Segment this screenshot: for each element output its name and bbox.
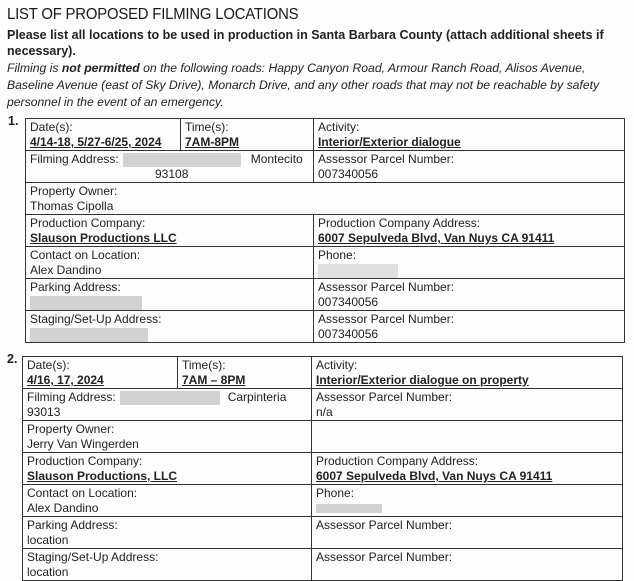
filming-address-cell (23, 389, 312, 421)
parking-label: Parking Address: (27, 518, 118, 532)
redacted-staging-address (30, 328, 148, 342)
table-row (26, 183, 625, 215)
table-row (26, 247, 625, 279)
location-number: 1. (8, 114, 19, 128)
contact-cell (26, 247, 314, 279)
times-label: Time(s): (182, 358, 226, 372)
filming-address-cell (26, 151, 314, 183)
parking-apn-cell (314, 279, 625, 311)
company-cell (23, 453, 312, 485)
table-row (26, 311, 625, 343)
parking-apn-label: Assessor Parcel Number: (316, 518, 453, 532)
location-table-1 (25, 118, 625, 343)
parking-cell (26, 279, 314, 311)
apn-value: 007340056 (318, 167, 379, 181)
contact-value: Alex Dandino (30, 263, 102, 277)
phone-label: Phone: (316, 486, 355, 500)
table-row (23, 421, 623, 453)
company-label: Production Company: (30, 216, 146, 230)
owner-value: Thomas Cipolla (30, 199, 114, 213)
table-row (23, 357, 623, 389)
table-row (26, 279, 625, 311)
staging-apn-cell (312, 549, 623, 581)
company-value: Slauson Productions LLC (30, 231, 177, 245)
contact-cell (23, 485, 312, 517)
filming-address-label: Filming Address: (27, 390, 116, 404)
table-row (23, 389, 623, 421)
contact-label: Contact on Location: (27, 486, 138, 500)
redacted-phone (316, 504, 382, 513)
apn-value: n/a (316, 405, 333, 419)
apn-label: Assessor Parcel Number: (316, 390, 453, 404)
contact-label: Contact on Location: (30, 248, 141, 262)
table-row (23, 517, 623, 549)
instructions: Please list all locations to be used in production in Santa Barbara County (attach additional sheets if necessary). (7, 28, 604, 58)
filming-address-line (30, 152, 309, 167)
dates-cell (23, 357, 178, 389)
owner-cell (23, 421, 312, 453)
owner-label: Property Owner: (27, 422, 115, 436)
staging-cell (23, 549, 312, 581)
times-value: 7AM-8PM (185, 135, 240, 149)
apn-cell (312, 389, 623, 421)
apn-cell (314, 151, 625, 183)
redacted-parking-address (30, 296, 142, 310)
parking-label: Parking Address: (30, 280, 121, 294)
filming-address-zip: 93013 (27, 405, 61, 419)
dates-label: Date(s): (27, 358, 70, 372)
table-row (23, 549, 623, 581)
page-title: LIST OF PROPOSED FILMING LOCATIONS (7, 6, 299, 23)
note-rest: on the following roads: Happy Canyon Road, Armour Ranch Road, Alisos Avenue, Baseline Avenue (east of Sky Drive), Monarch Drive, and any other roads that may not be reachable by safety personnel in the event of an emergency. (7, 61, 600, 109)
company-label: Production Company: (27, 454, 143, 468)
table-row (23, 453, 623, 485)
parking-apn-value: 007340056 (318, 295, 379, 309)
location-number: 2. (7, 352, 18, 366)
table-row (23, 485, 623, 517)
staging-cell (26, 311, 314, 343)
company-value: Slauson Productions, LLC (27, 469, 178, 483)
table-row (26, 151, 625, 183)
owner-value: Jerry Van Wingerden (27, 437, 139, 451)
parking-cell (23, 517, 312, 549)
dates-value: 4/16, 17, 2024 (27, 373, 104, 387)
activity-cell (312, 357, 623, 389)
redacted-address (123, 153, 241, 167)
phone-label: Phone: (318, 248, 357, 262)
staging-apn-value: 007340056 (318, 327, 379, 341)
filming-address-city: Carpinteria (227, 390, 287, 404)
times-label: Time(s): (185, 120, 229, 134)
staging-label: Staging/Set-Up Address: (27, 550, 159, 564)
phone-cell (314, 247, 625, 279)
filming-address-zip: 93108 (155, 167, 189, 181)
empty-cell (312, 421, 623, 453)
times-value: 7AM – 8PM (182, 373, 246, 387)
company-cell (26, 215, 314, 247)
times-cell (181, 119, 314, 151)
staging-apn-label: Assessor Parcel Number: (316, 550, 453, 564)
dates-label: Date(s): (30, 120, 73, 134)
activity-value: Interior/Exterior dialogue (318, 135, 461, 149)
company-address-label: Production Company Address: (316, 454, 479, 468)
table-row (26, 215, 625, 247)
company-address-label: Production Company Address: (318, 216, 481, 230)
note-bold: not permitted (61, 61, 140, 75)
activity-value: Interior/Exterior dialogue on property (316, 373, 529, 387)
dates-cell (26, 119, 181, 151)
phone-cell (312, 485, 623, 517)
filming-address-city: Montecito (250, 152, 303, 166)
filming-address-label: Filming Address: (30, 152, 119, 166)
company-address-value: 6007 Sepulveda Blvd, Van Nuys CA 91411 (316, 469, 553, 483)
staging-label: Staging/Set-Up Address: (30, 312, 162, 326)
parking-value: location (27, 533, 69, 547)
company-address-value: 6007 Sepulveda Blvd, Van Nuys CA 91411 (318, 231, 555, 245)
times-cell (178, 357, 312, 389)
note-prefix: Filming is (7, 61, 62, 75)
staging-apn-label: Assessor Parcel Number: (318, 312, 455, 326)
table-row (26, 119, 625, 151)
parking-apn-label: Assessor Parcel Number: (318, 280, 455, 294)
activity-label: Activity: (318, 120, 360, 134)
contact-value: Alex Dandino (27, 501, 99, 515)
parking-apn-cell (312, 517, 623, 549)
staging-value: location (27, 565, 69, 579)
company-address-cell (314, 215, 625, 247)
redacted-phone (318, 264, 398, 278)
dates-value: 4/14-18, 5/27-6/25, 2024 (30, 135, 162, 149)
location-table-2 (22, 356, 623, 581)
company-address-cell (312, 453, 623, 485)
road-restriction-note (7, 60, 631, 111)
owner-label: Property Owner: (30, 184, 118, 198)
filming-address-line (27, 390, 307, 405)
activity-label: Activity: (316, 358, 358, 372)
apn-label: Assessor Parcel Number: (318, 152, 455, 166)
staging-apn-cell (314, 311, 625, 343)
owner-cell (26, 183, 625, 215)
activity-cell (314, 119, 625, 151)
redacted-address (120, 391, 220, 405)
